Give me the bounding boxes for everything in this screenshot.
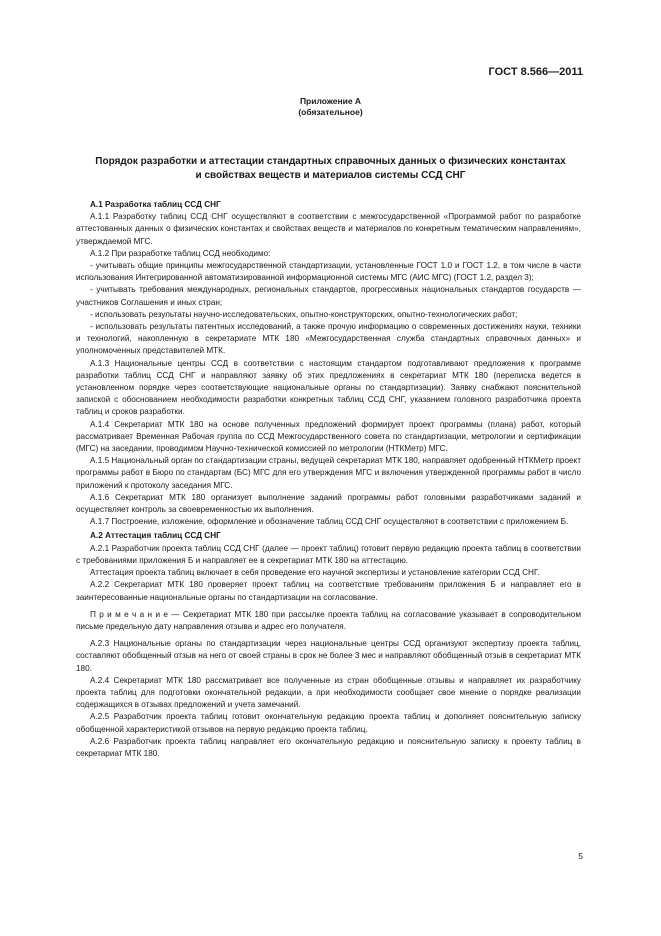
paragraph: - использовать результаты научно-исследовательских, опытно-конструкторских, опытно-технологических работ; [90,309,518,319]
paragraph: А.1.4 Секретариат МТК 180 на основе полученных предложений формирует проект программы (плана) работ, который рассматривает Временная Рабочая группа по ССД Межгосударственного совета по стандартизации, метрологии и сертификации (МГС) на заседании, проводимом Научно-технической комиссией по метрологии (НТКМетр) МГС. [76,419,581,454]
paragraph: А.1.3 Национальные центры ССД в соответствии с настоящим стандартом подготавливают предложения к программе разработки таблиц ССД СНГ и направляют заявку об этих предложениях в секретариат МТК 180 (переписка ведется в установленном порядке через соответствующие национальные органы по стандартизации). Заявку снабжают пояснительной запиской с обоснованием необходимости разработки конкретных таблиц ССД СНГ, указанием головного разработчика проекта таблиц и сроков разработки. [76,358,581,417]
title-line-1: Порядок разработки и аттестации стандартных справочных данных о физических константах [95,156,566,167]
paragraph: А.2.2 Секретариат МТК 180 проверяет проект таблиц на соответствие требованиям приложения Б и направляет его в заинтересованные национальные органы по стандартизации на согласование. [76,580,581,602]
paragraph: Аттестация проекта таблиц включает в себя проведение его научной экспертизы и установление категории ССД СНГ. [90,568,540,578]
annex-status: (обязательное) [298,107,363,117]
paragraph: А.1.5 Национальный орган по стандартизации страны, ведущей секретариат МТК 180, направляет одобренный НТКМетр проект программы работ в Бюро по стандартам (БС) МГС для его утверждения МГС и включения утвержденной программы работ в число приложений к протоколу заседания МГС. [76,456,581,490]
paragraph: А.2.4 Секретариат МТК 180 рассматривает все полученные из стран обобщенные отзывы и направляет их разработчику проекта таблиц для подготовки окончательной редакции, а при необходимости сообщает свое мнение о порядке реализации содержащихся в отзывах предложений и учета замечаний. [76,675,581,710]
paragraph: - использовать результаты патентных исследований, а также прочую информацию о современных достижениях науки, техники и технологий, накопленную в секретариате МТК 180 «Межгосударственная служба стандартных справочных данных» и уполномоченных представителей МТК. [76,322,581,356]
paragraph: А.1.6 Секретариат МТК 180 организует выполнение заданий программы работ головными разработчиками заданий и осуществляет контроль за своевременностью их выполнения. [76,492,581,515]
paragraph: А.1.7 Построение, изложение, оформление и обозначение таблиц ССД СНГ осуществляют в соответствии с приложением Б. [90,517,569,527]
annex-title: Приложение А [299,96,362,106]
document-title [60,155,601,183]
paragraph: А.2.1 Разработчик проекта таблиц ССД СНГ (далее — проект таблиц) готовит первую редакцию проекта таблиц в соответствии с требованиями приложения Б и направляет ее в секретариат МТК 180 на аттестацию. [76,543,581,565]
note-paragraph: П р и м е ч а н и е — Секретариат МТК 180 при рассылке проекта таблиц на согласование указывает в сопроводительном письме предельную дату направления отзыва и адрес его получателя. [76,609,581,631]
paragraph: А.1.1 Разработку таблиц ССД СНГ осуществляют в соответствии с межгосударственной «Программой работ по разработке аттестованных данных о физических константах и свойствах веществ и материалов по конкретным тематическим направлениям», утверждаемой МГС. [76,212,581,246]
section-heading: А.2 Аттестация таблиц ССД СНГ [90,531,221,541]
paragraph: - учитывать общие принципы межгосударственной стандартизации, установленные ГОСТ 1.0 и ГОСТ 1.2, в том числе в части использования Интегрированной автоматизированной информационной системы МГС (АИС МГС) (ГОСТ 1.2, раздел 3); [76,261,581,283]
paragraph: А.2.6 Разработчик проекта таблиц направляет его окончательную редакцию и пояснительную записку к проекту таблиц в секретариат МТК 180. [76,736,581,758]
title-line-2: и свойствах веществ и материалов системы ССД СНГ [195,170,466,181]
standard-number: ГОСТ 8.566—2011 [488,66,583,78]
paragraph: А.2.5 Разработчик проекта таблиц готовит окончательную редакцию проекта таблиц и дополняет пояснительную записку обобщенной характеристикой отзывов на первую редакцию проекта таблиц. [76,712,581,734]
paragraph: А.2.3 Национальные органы по стандартизации через национальные центры ССД организуют экспертизу проекта таблиц, составляют обобщенный отзыв на него от своей страны в срок не более 3 мес и направляют обобщенный отзыв в секретариат МТК 180. [76,639,581,673]
paragraph: - учитывать требования международных, региональных стандартов, прогрессивных национальных стандартов государств — участников Соглашения и иных стран; [76,285,581,307]
section-heading: А.1 Разработка таблиц ССД СНГ [90,200,221,209]
document-body [76,197,581,760]
paragraph: А.1.2 При разработке таблиц ССД необходимо: [90,248,271,258]
annex-heading [0,96,661,118]
page-number: 5 [578,851,583,861]
